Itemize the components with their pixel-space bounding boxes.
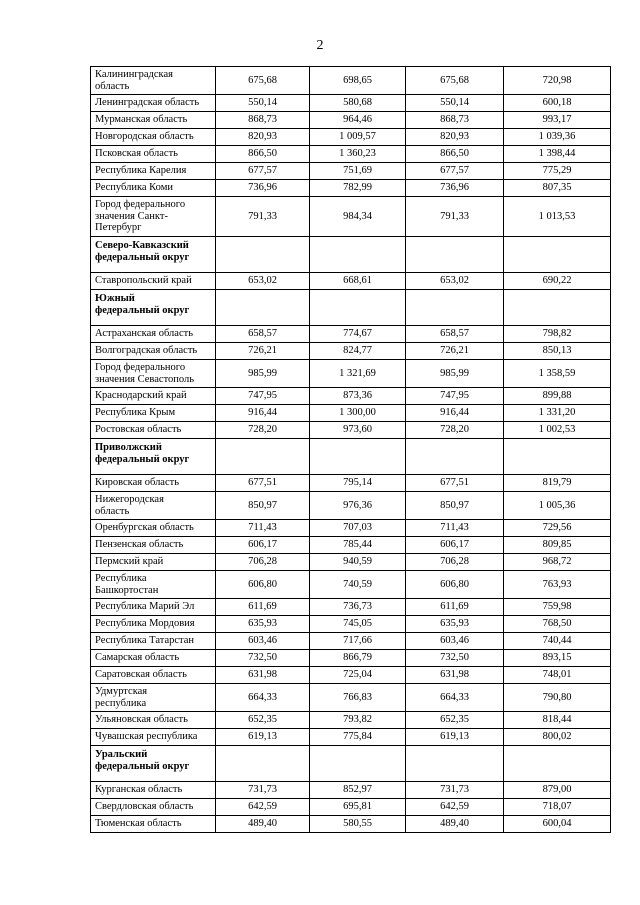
value-cell-4: 819,79 xyxy=(504,475,611,492)
value-cell-1: 726,21 xyxy=(216,343,310,360)
table-row xyxy=(91,782,611,799)
value-cell-3: 635,93 xyxy=(406,616,504,633)
region-name: Свердловская область xyxy=(91,799,216,816)
value-cell-4: 1 013,53 xyxy=(504,197,611,237)
value-cell-4: 720,98 xyxy=(504,67,611,95)
value-cell-4 xyxy=(504,746,611,782)
value-cell-3: 732,50 xyxy=(406,650,504,667)
value-cell-3: 850,97 xyxy=(406,492,504,520)
value-cell-3 xyxy=(406,237,504,273)
value-cell-3: 606,80 xyxy=(406,571,504,599)
value-cell-3: 728,20 xyxy=(406,422,504,439)
region-name: Новгородская область xyxy=(91,129,216,146)
value-cell-1: 985,99 xyxy=(216,360,310,388)
region-name: Нижегородская область xyxy=(91,492,216,520)
section-row xyxy=(91,439,611,475)
table-row xyxy=(91,633,611,650)
region-name: Республика Башкортостан xyxy=(91,571,216,599)
value-cell-1: 820,93 xyxy=(216,129,310,146)
table-row xyxy=(91,492,611,520)
value-cell-2: 964,46 xyxy=(310,112,406,129)
value-cell-4: 899,88 xyxy=(504,388,611,405)
value-cell-1: 677,51 xyxy=(216,475,310,492)
value-cell-3: 550,14 xyxy=(406,95,504,112)
value-cell-4: 748,01 xyxy=(504,667,611,684)
table-row xyxy=(91,475,611,492)
value-cell-3: 677,51 xyxy=(406,475,504,492)
value-cell-1: 736,96 xyxy=(216,180,310,197)
value-cell-1 xyxy=(216,237,310,273)
value-cell-4: 740,44 xyxy=(504,633,611,650)
region-name: Город федерального значения Санкт- Петербург xyxy=(91,197,216,237)
tariff-table-body xyxy=(91,67,611,833)
table-row xyxy=(91,816,611,833)
value-cell-4: 775,29 xyxy=(504,163,611,180)
region-name: Саратовская область xyxy=(91,667,216,684)
value-cell-3: 820,93 xyxy=(406,129,504,146)
table-row xyxy=(91,95,611,112)
value-cell-2: 580,68 xyxy=(310,95,406,112)
table-row xyxy=(91,520,611,537)
region-name: Курганская область xyxy=(91,782,216,799)
table-row xyxy=(91,422,611,439)
value-cell-2: 782,99 xyxy=(310,180,406,197)
section-row xyxy=(91,290,611,326)
table-row xyxy=(91,67,611,95)
section-row xyxy=(91,746,611,782)
value-cell-2: 1 009,57 xyxy=(310,129,406,146)
region-name: Самарская область xyxy=(91,650,216,667)
value-cell-1: 606,80 xyxy=(216,571,310,599)
value-cell-2: 707,03 xyxy=(310,520,406,537)
value-cell-4: 690,22 xyxy=(504,273,611,290)
value-cell-2: 717,66 xyxy=(310,633,406,650)
value-cell-1: 728,20 xyxy=(216,422,310,439)
table-row xyxy=(91,650,611,667)
value-cell-2: 795,14 xyxy=(310,475,406,492)
value-cell-4: 800,02 xyxy=(504,729,611,746)
table-row xyxy=(91,146,611,163)
value-cell-1: 619,13 xyxy=(216,729,310,746)
value-cell-2: 824,77 xyxy=(310,343,406,360)
region-name: Республика Марий Эл xyxy=(91,599,216,616)
value-cell-4: 600,04 xyxy=(504,816,611,833)
table-row xyxy=(91,554,611,571)
value-cell-3: 631,98 xyxy=(406,667,504,684)
value-cell-1: 711,43 xyxy=(216,520,310,537)
region-name: Астраханская область xyxy=(91,326,216,343)
value-cell-1: 642,59 xyxy=(216,799,310,816)
value-cell-3: 985,99 xyxy=(406,360,504,388)
value-cell-1: 664,33 xyxy=(216,684,310,712)
value-cell-1: 603,46 xyxy=(216,633,310,650)
table-row xyxy=(91,729,611,746)
value-cell-2: 736,73 xyxy=(310,599,406,616)
value-cell-3: 658,57 xyxy=(406,326,504,343)
value-cell-1: 677,57 xyxy=(216,163,310,180)
region-name: Тюменская область xyxy=(91,816,216,833)
table-row xyxy=(91,326,611,343)
value-cell-3: 675,68 xyxy=(406,67,504,95)
value-cell-3: 711,43 xyxy=(406,520,504,537)
value-cell-1: 916,44 xyxy=(216,405,310,422)
value-cell-4: 1 039,36 xyxy=(504,129,611,146)
value-cell-1: 489,40 xyxy=(216,816,310,833)
value-cell-3: 916,44 xyxy=(406,405,504,422)
value-cell-4: 993,17 xyxy=(504,112,611,129)
value-cell-1: 866,50 xyxy=(216,146,310,163)
region-name: Оренбургская область xyxy=(91,520,216,537)
value-cell-2: 1 300,00 xyxy=(310,405,406,422)
value-cell-4: 850,13 xyxy=(504,343,611,360)
value-cell-1: 706,28 xyxy=(216,554,310,571)
value-cell-3 xyxy=(406,439,504,475)
value-cell-2: 766,83 xyxy=(310,684,406,712)
region-name: Волгоградская область xyxy=(91,343,216,360)
value-cell-2: 973,60 xyxy=(310,422,406,439)
region-name: Калининградская область xyxy=(91,67,216,95)
value-cell-1: 791,33 xyxy=(216,197,310,237)
value-cell-1: 653,02 xyxy=(216,273,310,290)
region-name: Кировская область xyxy=(91,475,216,492)
value-cell-1: 631,98 xyxy=(216,667,310,684)
table-row xyxy=(91,163,611,180)
table-row xyxy=(91,684,611,712)
value-cell-2 xyxy=(310,290,406,326)
value-cell-3: 706,28 xyxy=(406,554,504,571)
value-cell-3: 736,96 xyxy=(406,180,504,197)
value-cell-3: 731,73 xyxy=(406,782,504,799)
value-cell-4 xyxy=(504,237,611,273)
value-cell-4: 1 398,44 xyxy=(504,146,611,163)
value-cell-4: 790,80 xyxy=(504,684,611,712)
value-cell-4 xyxy=(504,439,611,475)
value-cell-2: 698,65 xyxy=(310,67,406,95)
value-cell-4: 1 005,36 xyxy=(504,492,611,520)
value-cell-4: 763,93 xyxy=(504,571,611,599)
value-cell-1: 658,57 xyxy=(216,326,310,343)
value-cell-4: 798,82 xyxy=(504,326,611,343)
value-cell-3: 664,33 xyxy=(406,684,504,712)
value-cell-3: 606,17 xyxy=(406,537,504,554)
region-name: Город федерального значения Севастополь xyxy=(91,360,216,388)
value-cell-4: 729,56 xyxy=(504,520,611,537)
region-name: Мурманская область xyxy=(91,112,216,129)
value-cell-3: 677,57 xyxy=(406,163,504,180)
table-row xyxy=(91,616,611,633)
region-name: Ростовская область xyxy=(91,422,216,439)
table-row xyxy=(91,571,611,599)
value-cell-2: 940,59 xyxy=(310,554,406,571)
value-cell-1: 732,50 xyxy=(216,650,310,667)
region-name: Ставропольский край xyxy=(91,273,216,290)
value-cell-3: 866,50 xyxy=(406,146,504,163)
value-cell-3: 489,40 xyxy=(406,816,504,833)
table-row xyxy=(91,197,611,237)
value-cell-4: 759,98 xyxy=(504,599,611,616)
value-cell-1 xyxy=(216,746,310,782)
table-row xyxy=(91,273,611,290)
value-cell-2: 775,84 xyxy=(310,729,406,746)
value-cell-4: 1 331,20 xyxy=(504,405,611,422)
value-cell-4: 879,00 xyxy=(504,782,611,799)
region-name: Ульяновская область xyxy=(91,712,216,729)
value-cell-1: 675,68 xyxy=(216,67,310,95)
region-name: Республика Мордовия xyxy=(91,616,216,633)
table-row xyxy=(91,129,611,146)
region-name: Чувашская республика xyxy=(91,729,216,746)
value-cell-2: 745,05 xyxy=(310,616,406,633)
value-cell-2 xyxy=(310,237,406,273)
region-name: Республика Крым xyxy=(91,405,216,422)
value-cell-2: 740,59 xyxy=(310,571,406,599)
value-cell-3: 642,59 xyxy=(406,799,504,816)
section-title: Приволжский федеральный округ xyxy=(91,439,216,475)
region-name: Пензенская область xyxy=(91,537,216,554)
value-cell-1: 611,69 xyxy=(216,599,310,616)
value-cell-3: 603,46 xyxy=(406,633,504,650)
table-row xyxy=(91,180,611,197)
page-number: 2 xyxy=(316,38,324,53)
value-cell-3 xyxy=(406,290,504,326)
region-name: Ленинградская область xyxy=(91,95,216,112)
table-row xyxy=(91,343,611,360)
value-cell-4: 768,50 xyxy=(504,616,611,633)
value-cell-2: 695,81 xyxy=(310,799,406,816)
region-name: Республика Коми xyxy=(91,180,216,197)
table-row xyxy=(91,112,611,129)
value-cell-3: 791,33 xyxy=(406,197,504,237)
value-cell-2: 1 360,23 xyxy=(310,146,406,163)
region-name: Республика Татарстан xyxy=(91,633,216,650)
value-cell-3: 619,13 xyxy=(406,729,504,746)
value-cell-4: 1 358,59 xyxy=(504,360,611,388)
region-name: Пермский край xyxy=(91,554,216,571)
value-cell-1: 550,14 xyxy=(216,95,310,112)
value-cell-1 xyxy=(216,290,310,326)
value-cell-2: 984,34 xyxy=(310,197,406,237)
value-cell-2: 725,04 xyxy=(310,667,406,684)
value-cell-3: 726,21 xyxy=(406,343,504,360)
value-cell-1: 606,17 xyxy=(216,537,310,554)
table-row xyxy=(91,799,611,816)
table-row xyxy=(91,405,611,422)
value-cell-2: 751,69 xyxy=(310,163,406,180)
value-cell-3 xyxy=(406,746,504,782)
table-row xyxy=(91,360,611,388)
value-cell-4: 809,85 xyxy=(504,537,611,554)
table-row xyxy=(91,712,611,729)
value-cell-3: 652,35 xyxy=(406,712,504,729)
value-cell-4 xyxy=(504,290,611,326)
table-row xyxy=(91,599,611,616)
value-cell-2: 866,79 xyxy=(310,650,406,667)
value-cell-4: 1 002,53 xyxy=(504,422,611,439)
value-cell-2: 580,55 xyxy=(310,816,406,833)
value-cell-3: 653,02 xyxy=(406,273,504,290)
value-cell-2: 785,44 xyxy=(310,537,406,554)
value-cell-1: 868,73 xyxy=(216,112,310,129)
value-cell-4: 600,18 xyxy=(504,95,611,112)
value-cell-1 xyxy=(216,439,310,475)
region-name: Удмуртская республика xyxy=(91,684,216,712)
value-cell-4: 893,15 xyxy=(504,650,611,667)
section-row xyxy=(91,237,611,273)
value-cell-4: 718,07 xyxy=(504,799,611,816)
value-cell-3: 747,95 xyxy=(406,388,504,405)
value-cell-2: 873,36 xyxy=(310,388,406,405)
value-cell-1: 652,35 xyxy=(216,712,310,729)
value-cell-2: 774,67 xyxy=(310,326,406,343)
value-cell-2 xyxy=(310,746,406,782)
table-row xyxy=(91,537,611,554)
region-name: Республика Карелия xyxy=(91,163,216,180)
value-cell-2: 852,97 xyxy=(310,782,406,799)
value-cell-2: 793,82 xyxy=(310,712,406,729)
table-row xyxy=(91,667,611,684)
value-cell-4: 818,44 xyxy=(504,712,611,729)
value-cell-3: 611,69 xyxy=(406,599,504,616)
value-cell-1: 850,97 xyxy=(216,492,310,520)
value-cell-1: 635,93 xyxy=(216,616,310,633)
section-title: Уральский федеральный округ xyxy=(91,746,216,782)
region-name: Псковская область xyxy=(91,146,216,163)
value-cell-2 xyxy=(310,439,406,475)
region-name: Краснодарский край xyxy=(91,388,216,405)
value-cell-2: 668,61 xyxy=(310,273,406,290)
section-title: Южный федеральный округ xyxy=(91,290,216,326)
value-cell-3: 868,73 xyxy=(406,112,504,129)
value-cell-2: 976,36 xyxy=(310,492,406,520)
value-cell-4: 968,72 xyxy=(504,554,611,571)
value-cell-1: 731,73 xyxy=(216,782,310,799)
value-cell-2: 1 321,69 xyxy=(310,360,406,388)
value-cell-1: 747,95 xyxy=(216,388,310,405)
table-row xyxy=(91,388,611,405)
value-cell-4: 807,35 xyxy=(504,180,611,197)
section-title: Северо-Кавказский федеральный округ xyxy=(91,237,216,273)
tariff-table xyxy=(90,66,611,833)
